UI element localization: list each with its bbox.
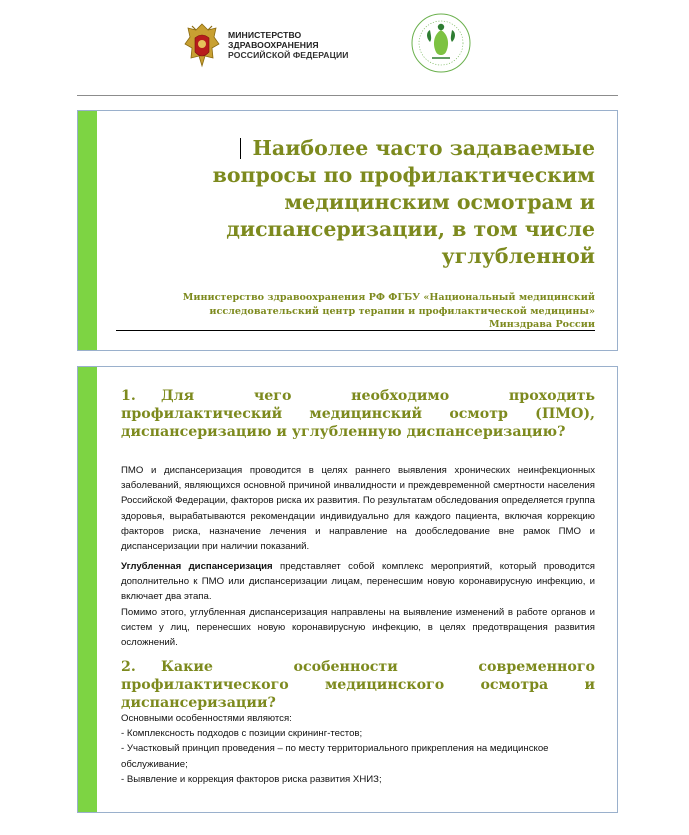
question-1-heading <box>121 387 595 441</box>
ministry-line-2: ЗДРАВООХРАНЕНИЯ <box>228 40 319 50</box>
deep-dispensary-term: Углубленная диспансеризация <box>121 561 273 572</box>
organization-credit: Министерство здравоохранения РФ ФГБУ «Национальный медицинский исследовательский центр терапии и профилактической медицины» Минздрава России <box>182 292 595 330</box>
answer-1-paragraph-2-text: представляет собой комплекс мероприятий, который проводится дополнительно к ПМО или диспансеризации лицам, перенесшим новую коронавирусную инфекцию, и включает два этапа. <box>121 561 595 603</box>
accent-bar <box>78 367 97 812</box>
answer-1-paragraph-2 <box>121 559 595 605</box>
answer-2-intro: Основными особенностями являются: <box>121 713 292 724</box>
ministry-line-3: РОССИЙСКОЙ ФЕДЕРАЦИИ <box>228 50 349 60</box>
ministry-name <box>228 30 388 60</box>
answer-2-list <box>121 711 595 787</box>
answer-1-paragraph-3: Помимо этого, углубленная диспансеризация направлены на выявление изменений в работе органов и систем у лиц, перенесших новую коронавирусную инфекцию, в целях предотвращения развития осложнений. <box>121 607 595 649</box>
list-item: - Участковый принцип проведения – по месту территориального прикрепления на медицинское обслуживание; <box>121 743 549 770</box>
coat-of-arms-icon <box>183 22 221 68</box>
question-2-heading <box>121 658 595 712</box>
document-title: Наиболее часто задаваемые вопросы по профилактическим медицинским осмотрам и диспансеризации, в том числе углубленной <box>212 136 595 268</box>
ministry-logo <box>183 22 383 68</box>
question-1-number: 1. <box>121 388 136 404</box>
faq-box <box>77 366 618 813</box>
ministry-line-1: МИНИСТЕРСТВО <box>228 30 302 40</box>
list-item: - Комплексность подходов с позиции скрининг-тестов; <box>121 728 363 740</box>
question-2-text: Какие особенности современного профилактического медицинского осмотра и диспансеризации? <box>121 659 595 711</box>
question-2-number: 2. <box>121 659 136 675</box>
accent-bar <box>78 111 97 350</box>
nmic-logo-icon <box>410 12 472 74</box>
list-item: - Выявление и коррекция факторов риска развития ХНИЗ; <box>121 773 382 785</box>
answer-1-paragraph-1: ПМО и диспансеризация проводится в целях раннего выявления хронических неинфекционных заболеваний, являющихся основной причиной инвалидности и преждевременной смертности населения Российской Федерации, факторов риска их развития. По результатам обследования определяется группа здоровья, вырабатываются рекомендации индивидуально для каждого пациента, включая коррекцию факторов риска, назначение лечения и направление на дообследование вне рамок ПМО и диспансеризации при наличии показаний. <box>121 465 595 553</box>
header-divider <box>77 95 618 96</box>
question-1-text: Для чего необходимо проходить профилактический медицинский осмотр (ПМО), диспансеризацию и углубленную диспансеризацию? <box>121 388 595 440</box>
credit-underline <box>116 330 595 331</box>
cover-box <box>77 110 618 351</box>
